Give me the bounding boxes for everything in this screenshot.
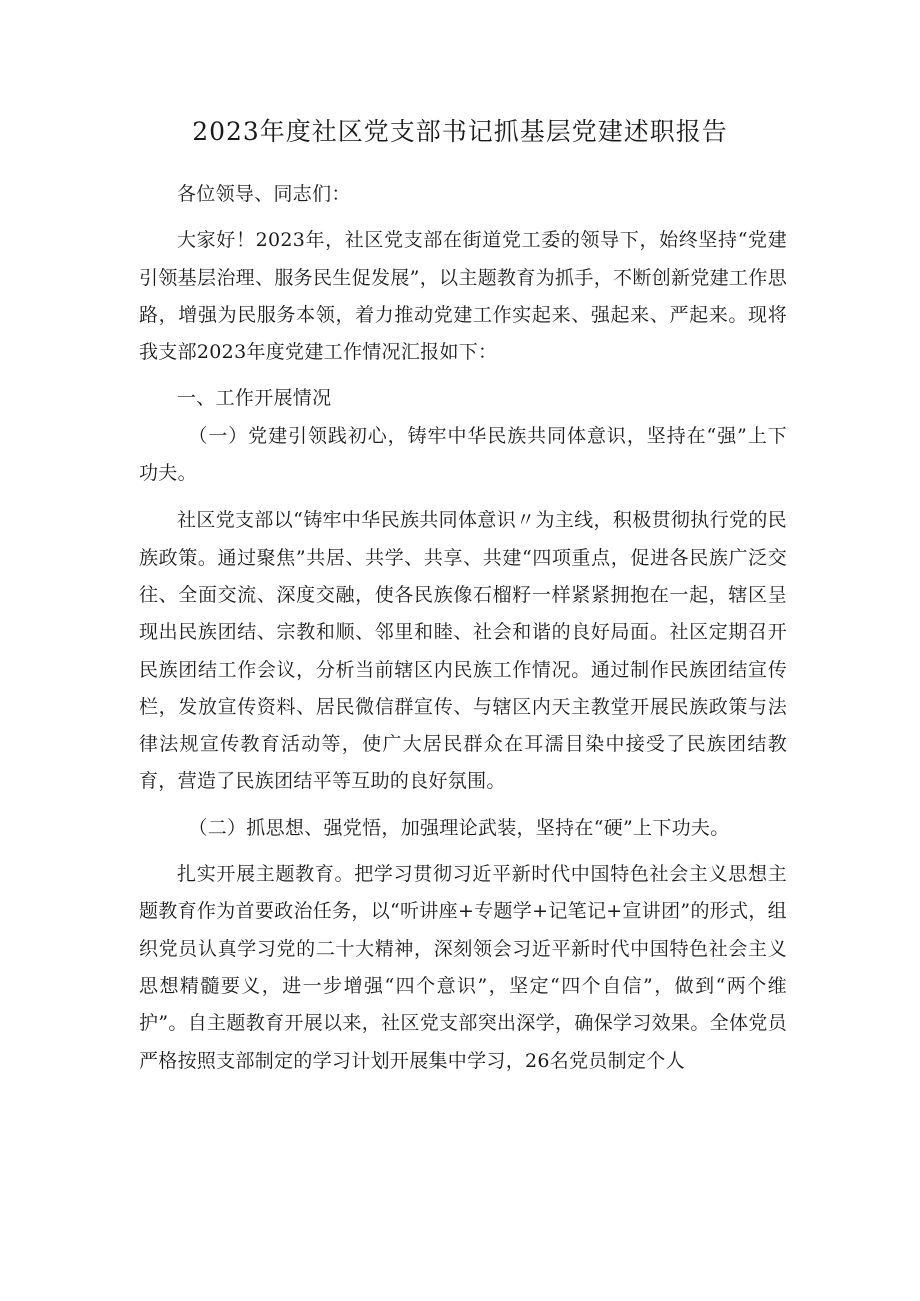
paragraph-ethnic-unity: 社区党支部以“铸牢中华民族共同体意识〃为主线，积极贯彻执行党的民族政策。通过聚焦”共居、共学、共享、共建“四项重点，促进各民族广泛交往、全面交流、深度交融，使各民族像石榴籽一样紧紧拥抱在一起，辖区呈现出民族团结、宗教和顺、邻里和睦、社会和谐的良好局面。社区定期召开民族团结工作会议，分析当前辖区内民族工作情况。通过制作民族团结宣传栏，发放宣传资料、居民微信群宣传、与辖区内天主教堂开展民族政策与法律法规宣传教育活动等，使广大居民群众在耳濡目染中接受了民族团结教育，营造了民族团结平等互助的良好氛围。: [139, 509, 787, 793]
subsection-heading-1: （一）党建引领践初心，铸牢中华民族共同体意识，坚持在“强”上下功夫。: [139, 424, 787, 485]
subsection-heading-2: （二）抓思想、强党悟，加强理论武装，坚持在“硬”上下功夫。: [188, 816, 730, 839]
paragraph-intro: 大家好！2023年，社区党支部在街道党工委的领导下，始终坚持“党建引领基层治理、服务民生促发展”，以主题教育为抓手，不断创新党建工作思路，增强为民服务本领，着力推动党建工作实起来、强起来、严起来。现将我支部2023年度党建工作情况汇报如下：: [139, 229, 787, 364]
document-body: [139, 176, 787, 1080]
salutation: 各位领导、同志们：: [177, 183, 351, 205]
section-heading-1: 一、工作开展情况: [177, 387, 332, 410]
document-title: 2023年度社区党支部书记抓基层党建述职报告: [192, 117, 728, 146]
paragraph-theme-education: 扎实开展主题教育。把学习贯彻习近平新时代中国特色社会主义思想主题教育作为首要政治任务，以“听讲座+专题学+记笔记+宣讲团”的形式，组织党员认真学习党的二十大精神，深刻领会习近平新时代中国特色社会主义思想精髓要义，进一步增强“四个意识”，坚定“四个自信”，做到“两个维护”。自主题教育开展以来，社区党支部突出深学，确保学习效果。全体党员严格按照支部制定的学习计划开展集中学习，26名党员制定个人: [139, 863, 787, 1072]
